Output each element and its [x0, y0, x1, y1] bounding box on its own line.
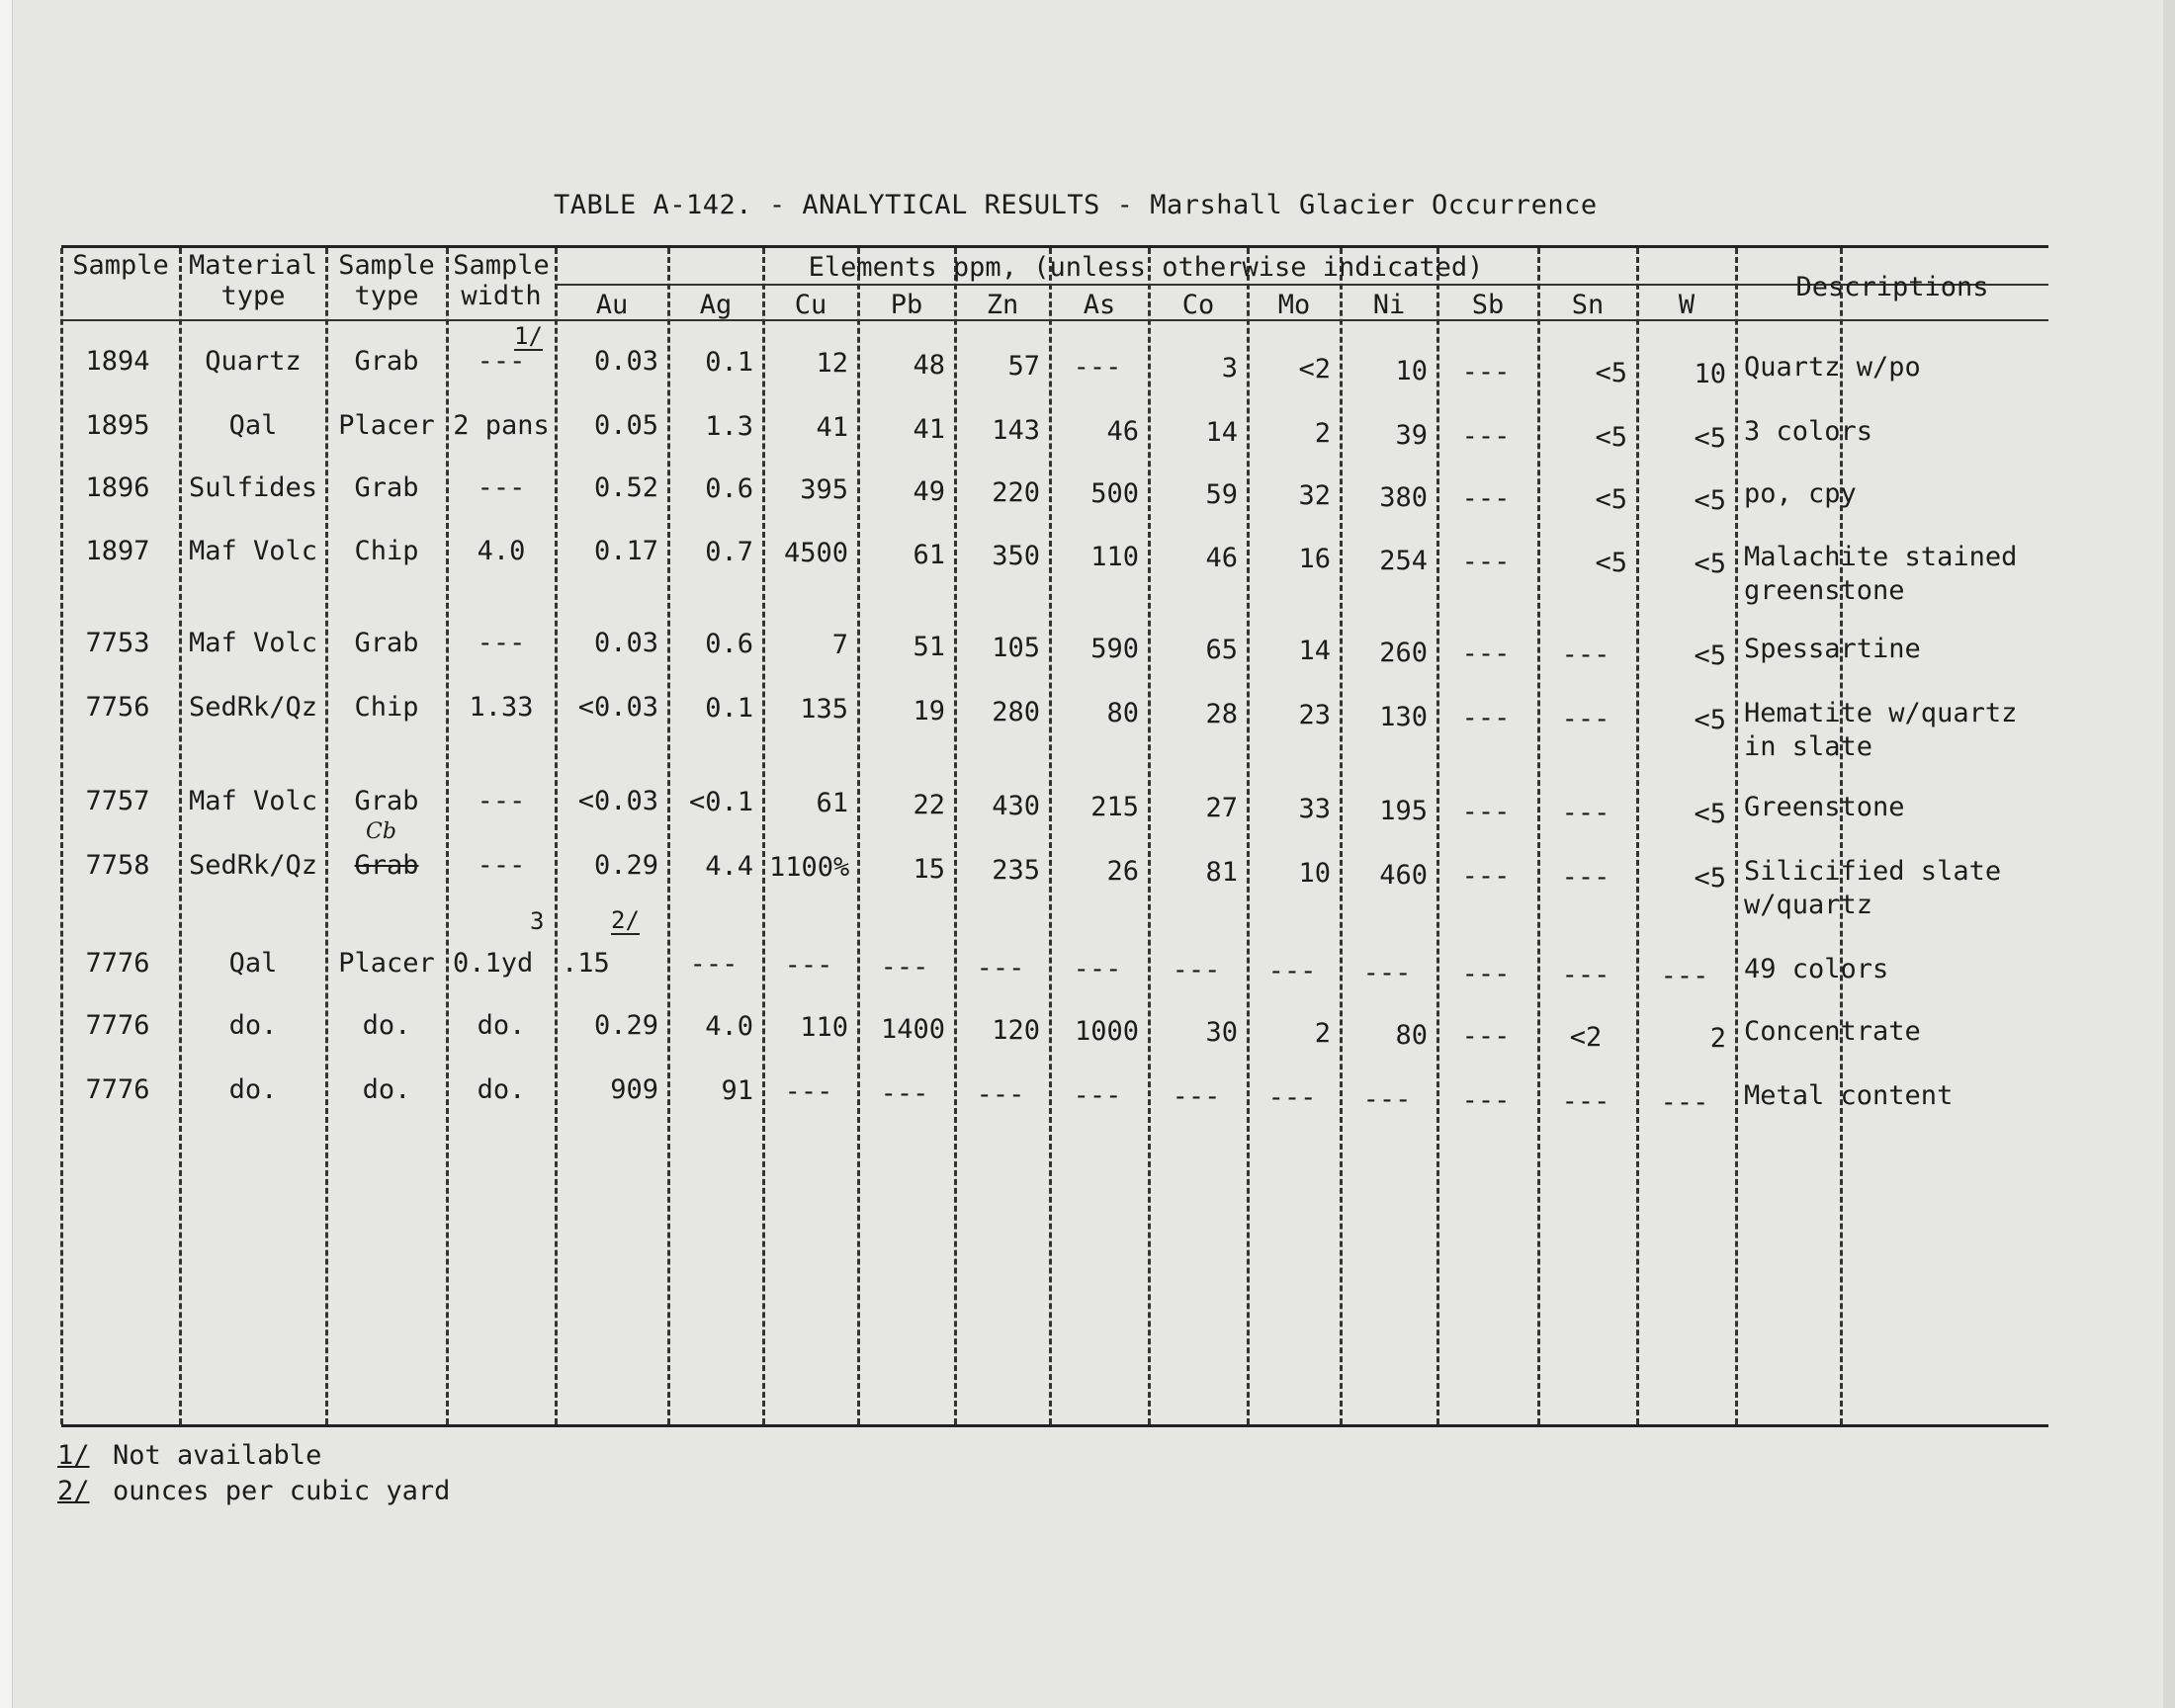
value-cell-w: 10 — [1694, 359, 1726, 390]
value-cell-au: 0.17 — [593, 536, 658, 566]
column-divider — [555, 248, 558, 1424]
value-cell-sn: --- — [1561, 1086, 1610, 1117]
value-cell-co: --- — [1172, 1081, 1221, 1113]
value-cell-ni: 39 — [1395, 419, 1428, 451]
value-cell-ni: 380 — [1379, 481, 1428, 513]
value-cell-w: <5 — [1694, 799, 1726, 830]
value-cell-sn: <5 — [1595, 358, 1627, 388]
sample-width-cell: --- — [477, 786, 526, 816]
value-cell-mo: 2 — [1314, 418, 1331, 450]
value-cell-co: 3 — [1221, 353, 1238, 384]
page-shadow — [2163, 0, 2175, 1708]
value-cell-sb: --- — [1461, 420, 1511, 452]
value-cell-sn: --- — [1561, 960, 1610, 990]
value-cell-au: 0.03 — [593, 346, 658, 377]
material-type-cell: do. — [228, 1074, 278, 1105]
value-cell-ag: 4.4 — [705, 851, 753, 883]
description-cell: Hematite w/quartz — [1744, 698, 2018, 728]
value-cell-mo: 23 — [1298, 700, 1331, 731]
results-table — [61, 245, 2048, 1427]
column-divider — [1340, 248, 1343, 1424]
value-cell-as: 1000 — [1074, 1016, 1139, 1047]
sample-width-cell: do. — [477, 1010, 526, 1041]
sample-type-cell: Grab — [354, 472, 419, 503]
description-cell: Concentrate — [1744, 1016, 1921, 1047]
sample-type-cell: Placer — [338, 948, 435, 979]
value-cell-ag: 1.3 — [705, 411, 753, 443]
description-cell: greenstone — [1744, 575, 1905, 606]
column-divider — [1436, 248, 1439, 1424]
column-divider — [667, 248, 670, 1424]
value-cell-cu: --- — [784, 950, 833, 982]
sample-width-cell: --- — [477, 472, 526, 503]
sample-width-cell: --- — [477, 628, 526, 658]
value-cell-w: <5 — [1694, 549, 1726, 580]
header-sample-width: Sample width — [453, 250, 550, 311]
value-cell-mo: 14 — [1298, 636, 1331, 667]
header-element-co: Co — [1181, 290, 1215, 320]
footnote-2 — [57, 1474, 450, 1509]
value-cell-au: 0.29 — [593, 1010, 658, 1041]
sample-id-cell: 7776 — [85, 948, 150, 979]
sample-id-cell: 7776 — [85, 1010, 150, 1041]
value-cell-mo: 33 — [1298, 794, 1331, 825]
sample-type-cell: Chip — [354, 536, 419, 566]
value-cell-au: 909 — [610, 1074, 658, 1105]
sample-width-cell: 4.0 — [477, 536, 526, 566]
value-cell-mo: 32 — [1298, 480, 1331, 512]
value-cell-cu: 41 — [816, 412, 848, 444]
value-cell-mo: --- — [1267, 956, 1317, 987]
footnote-text: Not available — [113, 1440, 322, 1471]
header-element-as: As — [1083, 290, 1116, 320]
sample-id-cell: 1895 — [85, 410, 150, 441]
cubic-superscript: 3 — [530, 907, 545, 935]
value-cell-au: 0.05 — [593, 410, 658, 441]
header-element-mo: Mo — [1277, 290, 1311, 320]
value-cell-zn: 57 — [1007, 350, 1040, 382]
material-type-cell: Quartz — [205, 346, 302, 377]
value-cell-zn: 120 — [992, 1014, 1040, 1046]
value-cell-co: 81 — [1205, 857, 1238, 889]
value-cell-ag: 0.1 — [705, 693, 753, 725]
value-cell-sb: --- — [1461, 1084, 1511, 1116]
value-cell-zn: 350 — [992, 540, 1040, 571]
value-cell-as: 215 — [1090, 792, 1139, 822]
header-descriptions: Descriptions — [1795, 272, 1989, 302]
value-cell-sb: --- — [1461, 638, 1511, 669]
value-cell-ni: 460 — [1379, 859, 1428, 891]
column-divider — [762, 248, 765, 1424]
value-cell-as: 26 — [1106, 856, 1139, 887]
value-cell-as: 590 — [1090, 634, 1139, 664]
sample-width-cell: --- — [477, 346, 526, 377]
header-element-sn: Sn — [1571, 290, 1605, 320]
header-element-sb: Sb — [1471, 290, 1505, 320]
header-element-cu: Cu — [794, 290, 827, 320]
value-cell-as: --- — [1073, 954, 1122, 984]
value-cell-w: <5 — [1694, 705, 1726, 736]
material-type-cell: Maf Volc — [188, 628, 318, 658]
column-divider — [1148, 248, 1151, 1424]
description-cell: in slate — [1744, 731, 1873, 762]
value-cell-ni: --- — [1362, 957, 1412, 988]
material-type-cell: SedRk/Qz — [188, 850, 318, 881]
value-cell-cu: 12 — [816, 348, 848, 380]
handwritten-correction: Cb — [366, 819, 396, 844]
sample-type-cell: do. — [362, 1074, 411, 1105]
value-cell-w: 2 — [1709, 1023, 1726, 1055]
sample-width-cell: 0.1yd — [453, 948, 534, 979]
description-cell: Metal content — [1744, 1080, 1954, 1111]
elements-header-rule — [556, 284, 1841, 286]
value-cell-sn: --- — [1561, 704, 1610, 734]
value-cell-pb: 49 — [913, 475, 945, 507]
value-cell-co: 59 — [1205, 479, 1238, 511]
value-cell-ni: 195 — [1379, 795, 1428, 826]
column-divider — [1636, 248, 1639, 1424]
value-cell-ag: <0.1 — [688, 787, 753, 818]
value-cell-zn: 235 — [992, 854, 1040, 886]
value-cell-au: .15 — [562, 948, 610, 979]
value-cell-cu: 395 — [800, 474, 848, 506]
sample-id-cell: 7756 — [85, 692, 150, 723]
column-divider — [1247, 248, 1250, 1424]
value-cell-pb: 15 — [913, 853, 945, 885]
description-cell: w/quartz — [1744, 890, 1873, 920]
value-cell-au: <0.03 — [577, 786, 658, 816]
value-cell-co: --- — [1172, 955, 1221, 986]
description-cell: Greenstone — [1744, 792, 1905, 822]
sample-type-cell: Grab — [354, 786, 419, 816]
value-cell-cu: 7 — [831, 630, 848, 661]
header-sample-type: Sample type — [338, 250, 435, 311]
sample-width-cell: 2 pans — [453, 410, 550, 441]
header-element-ag: Ag — [699, 290, 733, 320]
value-cell-au: <0.03 — [577, 692, 658, 723]
value-cell-zn: 280 — [992, 696, 1040, 727]
value-cell-co: 46 — [1205, 543, 1238, 574]
value-cell-sb: --- — [1461, 1020, 1511, 1052]
value-cell-ag: 4.0 — [705, 1011, 753, 1043]
value-cell-ni: --- — [1362, 1083, 1412, 1115]
header-element-w: W — [1678, 290, 1696, 320]
sample-id-cell: 7757 — [85, 786, 150, 816]
header-sample: Sample — [72, 250, 169, 281]
value-cell-ag: 0.7 — [705, 537, 753, 568]
value-cell-w: --- — [1660, 1087, 1709, 1119]
value-cell-w: --- — [1660, 961, 1709, 992]
value-cell-ag: 0.1 — [705, 347, 753, 379]
footnote-number: 1/ — [57, 1440, 90, 1471]
value-cell-zn: --- — [976, 1078, 1025, 1110]
value-cell-ag: 91 — [721, 1075, 753, 1107]
value-cell-co: 28 — [1205, 699, 1238, 730]
description-cell: 49 colors — [1744, 954, 1889, 984]
value-cell-sb: --- — [1461, 860, 1511, 892]
value-cell-pb: 41 — [913, 413, 945, 445]
value-cell-pb: 51 — [913, 631, 945, 662]
footnote-text: ounces per cubic yard — [113, 1476, 451, 1506]
value-cell-pb: --- — [880, 1077, 929, 1109]
value-cell-cu: 61 — [816, 788, 848, 819]
value-cell-sb: --- — [1461, 958, 1511, 989]
column-divider — [1049, 248, 1052, 1424]
value-cell-sn: <5 — [1595, 548, 1627, 578]
sample-type-cell: do. — [362, 1010, 411, 1041]
description-cell: Spessartine — [1744, 634, 1921, 664]
value-cell-cu: 1100% — [769, 852, 850, 884]
sample-type-cell: Grab — [354, 346, 419, 377]
value-cell-w: <5 — [1694, 485, 1726, 517]
value-cell-w: <5 — [1694, 640, 1726, 672]
table-title: TABLE A-142. - ANALYTICAL RESULTS - Marshall Glacier Occurrence — [554, 190, 1598, 220]
description-cell: Silicified slate — [1744, 856, 2002, 887]
column-divider — [857, 248, 860, 1424]
value-cell-as: 500 — [1090, 478, 1139, 509]
header-element-ni: Ni — [1372, 290, 1406, 320]
material-type-cell: Maf Volc — [188, 786, 318, 816]
value-cell-sb: --- — [1461, 356, 1511, 387]
sample-id-cell: 7753 — [85, 628, 150, 658]
value-cell-ag: --- — [689, 949, 739, 981]
value-cell-sb: --- — [1461, 482, 1511, 514]
value-cell-zn: 105 — [992, 632, 1040, 663]
value-cell-zn: 143 — [992, 414, 1040, 446]
header-elements-group: Elements ppm, (unless otherwise indicated) — [808, 252, 1484, 283]
value-cell-co: 27 — [1205, 793, 1238, 824]
sample-type-cell: Grab — [354, 850, 419, 881]
value-cell-cu: 135 — [800, 694, 848, 726]
sample-width-cell: --- — [477, 850, 526, 881]
au-footnote-ref: 2/ — [611, 906, 640, 934]
value-cell-as: --- — [1073, 352, 1122, 383]
value-cell-sn: <5 — [1595, 484, 1627, 515]
value-cell-sn: <5 — [1595, 422, 1627, 453]
footnotes — [57, 1438, 450, 1509]
value-cell-co: 30 — [1205, 1017, 1238, 1049]
value-cell-pb: 19 — [913, 695, 945, 726]
value-cell-au: 0.52 — [593, 472, 658, 503]
value-cell-cu: 4500 — [783, 538, 848, 569]
material-type-cell: Qal — [228, 410, 278, 441]
value-cell-sn: --- — [1561, 862, 1610, 893]
value-cell-ni: 130 — [1379, 701, 1428, 732]
footnote-1 — [57, 1438, 450, 1474]
material-type-cell: SedRk/Qz — [188, 692, 318, 723]
value-cell-ni: 260 — [1379, 637, 1428, 668]
value-cell-sn: --- — [1561, 798, 1610, 828]
value-cell-mo: <2 — [1298, 354, 1331, 385]
sample-width-cell: 1.33 — [469, 692, 534, 723]
sample-id-cell: 1897 — [85, 536, 150, 566]
value-cell-sb: --- — [1461, 702, 1511, 733]
value-cell-pb: --- — [880, 951, 929, 982]
value-cell-co: 65 — [1205, 635, 1238, 666]
material-type-cell: Maf Volc — [188, 536, 318, 566]
sample-type-cell: Chip — [354, 692, 419, 723]
value-cell-ni: 80 — [1395, 1019, 1428, 1051]
sample-type-cell: Grab — [354, 628, 419, 658]
value-cell-pb: 61 — [913, 539, 945, 570]
value-cell-ag: 0.6 — [705, 473, 753, 505]
sample-id-cell: 7776 — [85, 1074, 150, 1105]
value-cell-sn: <2 — [1569, 1022, 1603, 1053]
column-divider — [1537, 248, 1540, 1424]
value-cell-pb: 48 — [913, 349, 945, 381]
value-cell-mo: 2 — [1314, 1018, 1331, 1050]
value-cell-zn: 220 — [992, 476, 1040, 508]
value-cell-pb: 22 — [913, 789, 945, 820]
value-cell-w: <5 — [1694, 863, 1726, 895]
column-divider — [1735, 248, 1738, 1424]
value-cell-au: 0.29 — [593, 850, 658, 881]
page-edge — [0, 0, 13, 1708]
sample-id-cell: 1896 — [85, 472, 150, 503]
value-cell-sn: --- — [1561, 640, 1610, 670]
material-type-cell: Qal — [228, 948, 278, 979]
value-cell-sb: --- — [1461, 546, 1511, 577]
value-cell-mo: 16 — [1298, 544, 1331, 575]
description-cell: Malachite stained — [1744, 542, 2018, 572]
value-cell-zn: 430 — [992, 790, 1040, 821]
column-divider — [446, 248, 449, 1424]
header-element-au: Au — [595, 290, 629, 320]
value-cell-sb: --- — [1461, 796, 1511, 827]
value-cell-pb: 1400 — [880, 1013, 945, 1045]
value-cell-mo: 10 — [1298, 858, 1331, 890]
footnote-number: 2/ — [57, 1476, 90, 1506]
value-cell-cu: 110 — [800, 1012, 848, 1044]
value-cell-w: <5 — [1694, 423, 1726, 455]
value-cell-zn: --- — [976, 952, 1025, 983]
sample-type-cell: Placer — [338, 410, 435, 441]
value-cell-ni: 254 — [1379, 545, 1428, 576]
description-cell: po, cpy — [1744, 478, 1857, 509]
value-cell-as: --- — [1073, 1080, 1122, 1111]
header-material-type: Material type — [188, 250, 318, 311]
header-element-pb: Pb — [890, 290, 923, 320]
value-cell-ni: 10 — [1395, 355, 1428, 386]
material-type-cell: Sulfides — [188, 472, 318, 503]
value-cell-cu: --- — [784, 1076, 833, 1108]
header-element-zn: Zn — [986, 290, 1019, 320]
description-cell: 3 colors — [1744, 416, 1873, 447]
value-cell-co: 14 — [1205, 417, 1238, 449]
value-cell-as: 80 — [1106, 698, 1139, 728]
value-cell-mo: --- — [1267, 1082, 1317, 1114]
sample-id-cell: 1894 — [85, 346, 150, 377]
value-cell-as: 110 — [1090, 542, 1139, 572]
column-divider — [954, 248, 957, 1424]
sample-id-cell: 7758 — [85, 850, 150, 881]
value-cell-au: 0.03 — [593, 628, 658, 658]
description-cell: Quartz w/po — [1744, 352, 1921, 383]
value-cell-as: 46 — [1106, 416, 1139, 447]
width-footnote-ref: 1/ — [514, 322, 543, 350]
material-type-cell: do. — [228, 1010, 278, 1041]
sample-width-cell: do. — [477, 1074, 526, 1105]
value-cell-ag: 0.6 — [705, 629, 753, 660]
